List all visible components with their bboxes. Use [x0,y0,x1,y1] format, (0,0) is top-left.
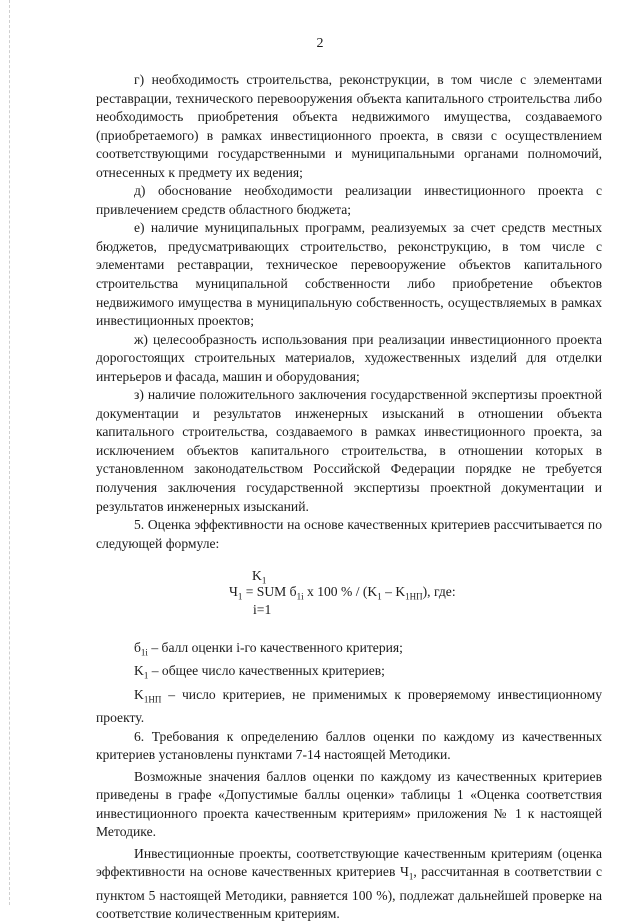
paragraph-investment-projects: Инвестиционные проекты, соответствующие качественным критериям (оценка эффективности на основе качественных критериев $Ч_1$, рассчитанная в соответствии с пунктом 5 настоящей Методики, равняется 100 %), подлежат дальнейшей проверке на соответствие количественным критериям. [96,845,603,922]
paragraph-zh: ж) целесообразность использования при реализации инвестиционного проекта дорогостоящих строительных материалов, художественных изделий для отделки интерьеров и фасада, машин и оборудования; [96,331,602,384]
formula-expression: $Ч_1$ = SUM $б_{1i}$ x 100 % / $(K_1 - K_{1НП})$, где: [229,584,456,602]
legend-item: $б_{1i}$ – балл оценки i-го качественного критерия; [134,640,403,658]
paragraph-z: з) наличие положительного заключения государственной экспертизы проектной документации и результатов инженерных изысканий в отношении объекта капитального строительства, создаваемого в рамках инвестиционного проекта, за исключением объектов капитального строительства, в отношении которых в установленном законодательством Российской Федерации порядке не требуется получения заключения государственной экспертизы проектной документации и результатов инженерных изысканий. [96,387,602,514]
formula-upper-limit: $K_1$ [252,568,267,586]
legend-item: $K_1$ – общее число качественных критериев; [134,663,385,682]
paragraph-g: г) необходимость строительства, реконструкции, в том числе с элементами реставрации, технического перевооружения объекта капитального строительства либо необходимость приобретения объекта недвижимого имущества, создаваемого (приобретаемого) в рамках инвестиционного проекта, в связи с осуществлением соответствующими государственными и муниципальными органами полномочий, отнесенных к предмету их ведения; [96,72,602,180]
legend-item: $K_{1НП}$ – число критериев, не применимых к проверяемому инвестиционному проекту. [96,686,602,726]
formula [96,567,602,627]
paragraph-d: д) обоснование необходимости реализации инвестиционного проекта с привлечением средств областного бюджета; [96,183,602,217]
paragraph-e: е) наличие муниципальных программ, реализуемых за счет средств местных бюджетов, предусматривающих строительство, реконструкцию, в том числе с элементами реставрации, техническое перевооружение объектов капитального строительства муниципальной собственности либо приобретение объектов недвижимого имущества в муниципальную собственность, осуществляемых в рамках инвестиционных проектов; [96,220,602,329]
paragraph-6: 6. Требования к определению баллов оценки по каждому из качественных критериев установлены пунктами 7-14 настоящей Методики. [96,728,602,763]
formula-legend [96,639,602,727]
document-body [96,71,602,924]
formula-lower-limit: i=1 [253,602,272,618]
paragraph-5: 5. Оценка эффективности на основе качественных критериев рассчитывается по следующей формуле: [96,517,602,551]
paragraph-possible-values: Возможные значения баллов оценки по каждому из качественных критериев приведены в графе «Допустимые баллы оценки» таблицы 1 «Оценка соответствия инвестиционного проекта качественным критериям» приложения № 1 к настоящей Методике. [96,768,602,840]
page-number: 2 [316,36,324,51]
page-edge-line [9,0,10,905]
